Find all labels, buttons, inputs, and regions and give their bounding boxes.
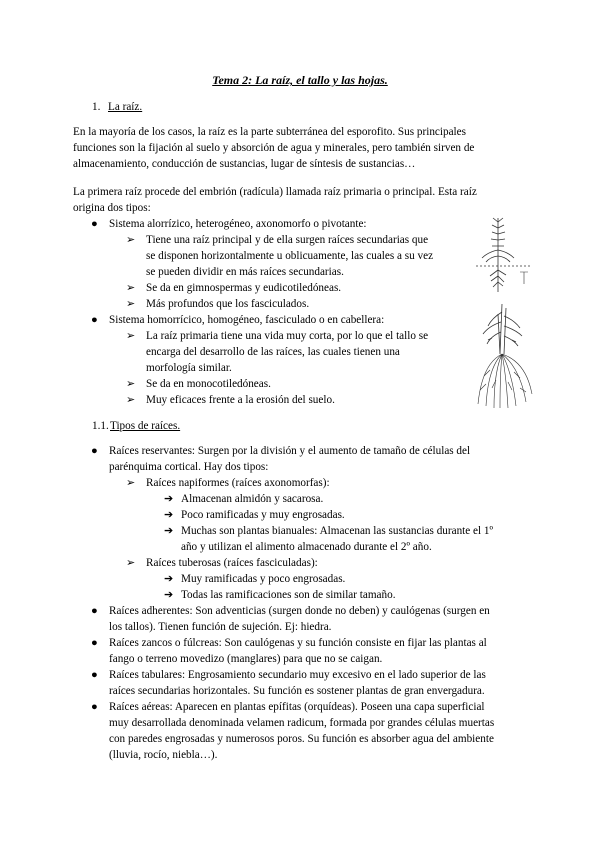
- list-item-text: los tallos). Tienen función de sujeción. Ej: hiedra.: [109, 621, 332, 633]
- list-item-text: Se da en monocotiledóneas.: [146, 378, 271, 390]
- section-number: 1.: [92, 101, 101, 113]
- list-item-text: Raíces tuberosas (raíces fasciculadas):: [146, 557, 318, 569]
- right-arrow-icon: ➔: [164, 573, 174, 585]
- list-item-text: Raíces adherentes: Son adventicias (surgen donde no deben) y caulógenas (surgen en: [109, 605, 490, 617]
- list-item-text: Muy eficaces frente a la erosión del suelo.: [146, 394, 335, 406]
- list-item-text: parénquima cortical. Hay dos tipos:: [109, 461, 269, 473]
- list-item-text: Raíces tabulares: Engrosamiento secundario muy excesivo en el lado superior de las: [109, 669, 486, 681]
- list-item-text: se disponen horizontalmente u oblicuamente, las cuales a su vez: [146, 250, 434, 262]
- list-item-text: encarga del desarrollo de las raíces, las cuales tienen una: [146, 346, 400, 358]
- section-label: La raíz.: [108, 101, 143, 113]
- list-item-text: La raíz primaria tiene una vida muy corta, por lo que el tallo se: [146, 330, 429, 342]
- arrow-bullet-icon: ➢: [126, 330, 136, 342]
- bullet-icon: ●: [91, 669, 98, 681]
- list-item-text: Poco ramificadas y muy engrosadas.: [181, 509, 345, 521]
- intro-paragraph: [73, 124, 533, 172]
- arrow-bullet-icon: ➢: [126, 234, 136, 246]
- list-item-text: se pueden dividir en más raíces secundarias.: [146, 266, 344, 278]
- list-item-text: Se da en gimnospermas y eudicotiledóneas.: [146, 282, 342, 294]
- bullet-icon: ●: [91, 218, 98, 230]
- arrow-bullet-icon: ➢: [126, 282, 136, 294]
- list-item-text: Muy ramificadas y poco engrosadas.: [181, 573, 346, 585]
- list-item-text: Sistema alorrízico, heterogéneo, axonomorfo o pivotante:: [109, 218, 367, 230]
- list-item-text: Raíces napiformes (raíces axonomorfas):: [146, 477, 330, 489]
- arrow-bullet-icon: ➢: [126, 557, 136, 569]
- list-item-text: Raíces zancos o fúlcreas: Son caulógenas y su función consiste en fijar las plantas al: [109, 637, 487, 649]
- list-item-text: morfología similar.: [146, 362, 232, 374]
- bullet-icon: ●: [91, 445, 98, 457]
- list-item-text: raíces secundarias horizontales. Su función es sostener plantas de gran envergadura.: [109, 685, 485, 697]
- section-label: Tipos de raíces.: [110, 420, 181, 432]
- list-item-text: Más profundos que los fasciculados.: [146, 298, 310, 310]
- list-item-text: fango o terreno movedizo (manglares) para que no se caigan.: [109, 653, 383, 665]
- arrow-bullet-icon: ➢: [126, 394, 136, 406]
- list-item-text: Almacenan almidón y sacarosa.: [181, 493, 324, 505]
- list-item-text: con paredes engrosadas y numerosos poros. Su función es absorber agua del ambiente: [109, 733, 494, 745]
- paragraph-line: origina dos tipos:: [73, 202, 151, 214]
- list-item-text: (lluvia, rocío, niebla…).: [109, 749, 218, 761]
- list-item-text: Todas las ramificaciones son de similar tamaño.: [181, 589, 396, 601]
- list-item-text: Tiene una raíz principal y de ella surgen raíces secundarias que: [146, 234, 429, 246]
- fibrous-root-plant-icon: [468, 300, 540, 412]
- list-item-text: Sistema homorrícico, homogéneo, fasciculado o en cabellera:: [109, 314, 385, 326]
- primary-root-paragraph: [73, 184, 533, 216]
- bullet-icon: ●: [91, 314, 98, 326]
- right-arrow-icon: ➔: [164, 509, 174, 521]
- arrow-bullet-icon: ➢: [126, 298, 136, 310]
- arrow-bullet-icon: ➢: [126, 477, 136, 489]
- bullet-icon: ●: [91, 637, 98, 649]
- right-arrow-icon: ➔: [164, 589, 174, 601]
- bullet-icon: ●: [91, 701, 98, 713]
- bullet-icon: ●: [91, 605, 98, 617]
- list-item-text: Raíces aéreas: Aparecen en plantas epífitas (orquídeas). Poseen una capa superficial: [109, 701, 485, 713]
- list-item-text: muy desarrollada denominada velamen radicum, formada por grandes células muertas: [109, 717, 495, 729]
- list-item-text: Muchas son plantas bianuales: Almacenan las sustancias durante el 1º: [181, 525, 493, 537]
- list-item-text: año y utilizan el alimento almacenado durante el 2º año.: [181, 541, 432, 553]
- right-arrow-icon: ➔: [164, 493, 174, 505]
- section-number: 1.1.: [92, 420, 109, 432]
- paragraph-line: La primera raíz procede del embrión (radícula) llamada raíz primaria o principal. Esta raíz: [73, 186, 477, 198]
- paragraph-line: funciones son la fijación al suelo y absorción de agua y minerales, pero también sirven de: [73, 142, 475, 154]
- paragraph-line: En la mayoría de los casos, la raíz es la parte subterránea del esporofito. Sus principales: [73, 126, 466, 138]
- taproot-plant-icon: [470, 212, 540, 294]
- arrow-bullet-icon: ➢: [126, 378, 136, 390]
- right-arrow-icon: ➔: [164, 525, 174, 537]
- paragraph-line: almacenamiento, conducción de sustancias, lugar de síntesis de sustancias…: [73, 158, 416, 170]
- page-title: Tema 2: La raíz, el tallo y las hojas.: [212, 73, 388, 87]
- list-item-text: Raíces reservantes: Surgen por la división y el aumento de tamaño de células del: [109, 445, 471, 457]
